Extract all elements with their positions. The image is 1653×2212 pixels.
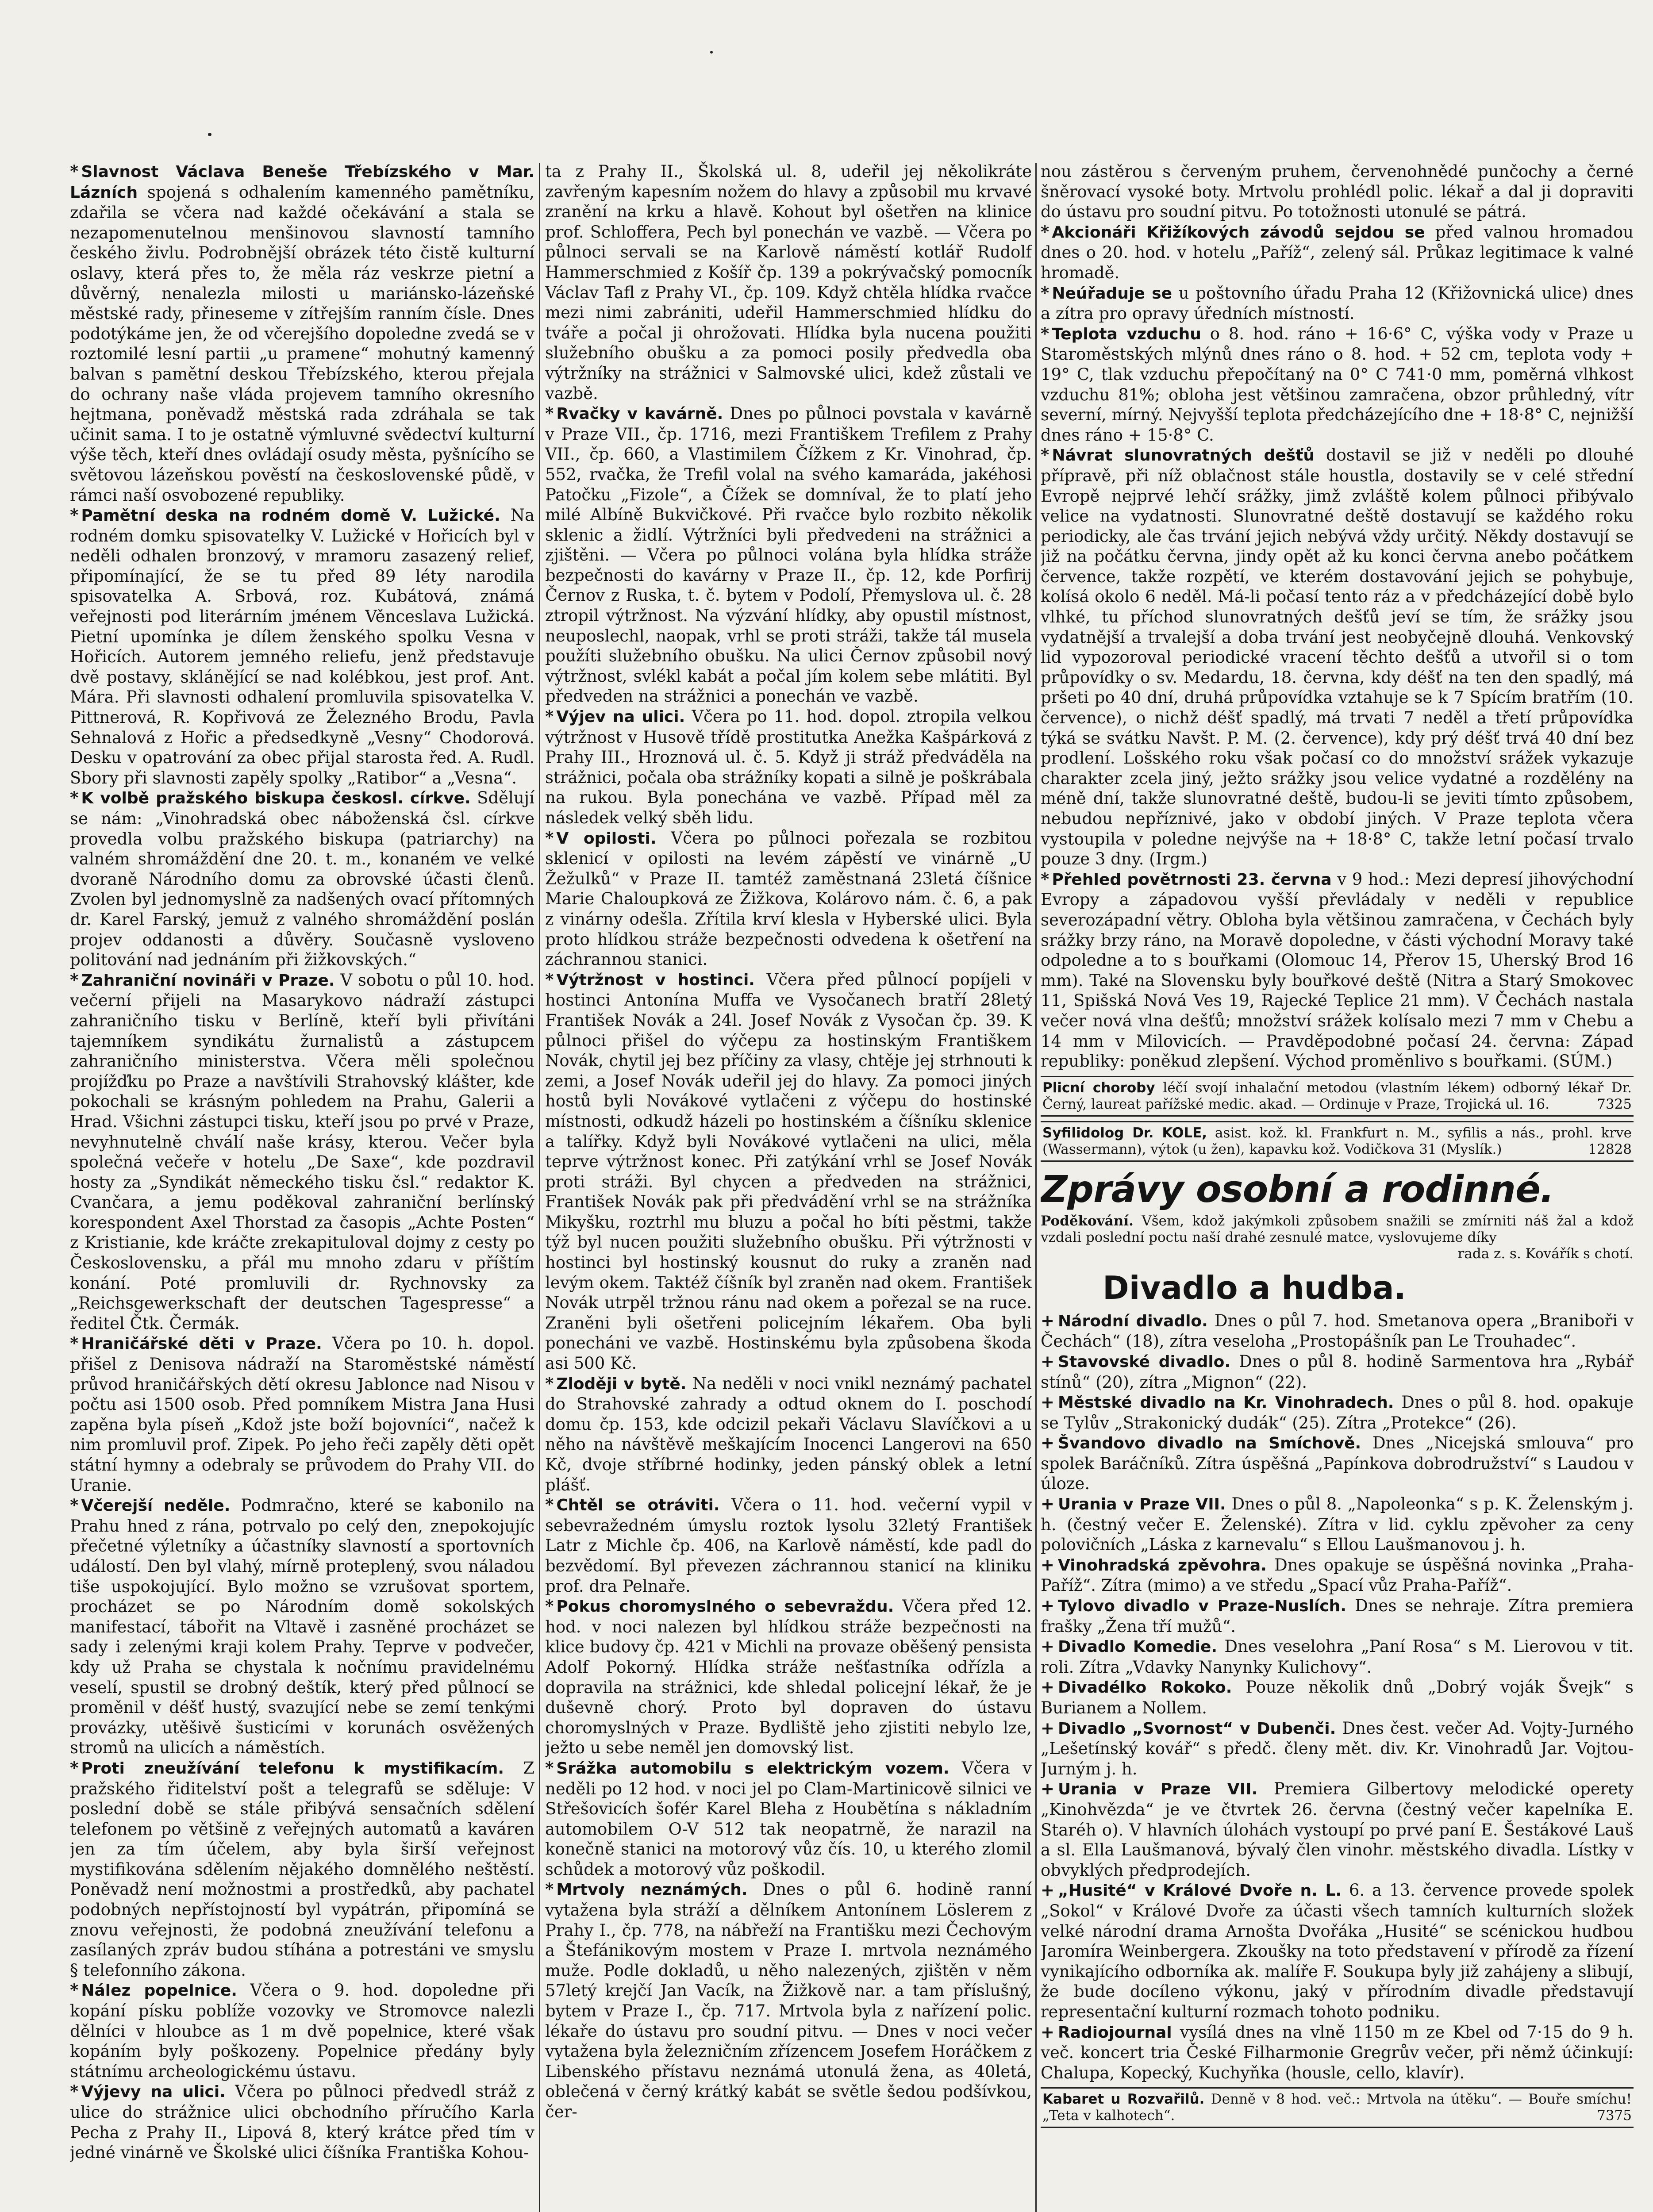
cross-icon: +: [1041, 1494, 1055, 1514]
news-item: [1041, 869, 1634, 1071]
news-item: [1041, 161, 1634, 222]
news-text: Včera o 9. hod. dopoledne při kopání písku poblíže vozovky ve Stromovce nalezli dělníci v hloubce as 1 m dvě popelnice, které však kopáním byly poškozeny. Popelnice předány byly státnímu archeologickému ústavu.: [70, 1981, 534, 2081]
advertisement-plicni-choroby: [1041, 1076, 1634, 1117]
bullet-star: *: [1041, 283, 1049, 303]
theatre-heading: Národní divadlo.: [1058, 1312, 1208, 1330]
news-text: Na rodném domku spisovatelky V. Lužické v Hořicích byl v neděli odhalen bronzový, v mramoru zasazený relief, připomínající, že se tu před 89 léty narodila spisovatelka A. Srbová, roz. Kubátová, známá veřejnosti pod literárním jménem Věnceslava Lužická. Pietní upomínka je dílem ženského spolku Vesna v Hořicích. Autorem jemného reliefu, jenž představuje dvě postavy, sklánějící se nad kolébkou, jest prof. Ant. Mára. Při slavnosti odhalení promluvila spisovatelka V. Pittnerová, R. Kopřivová ze Železného Brodu, Pavla Sehnalová z Hořic a předsedkyně „Vesny“ Chodorová. Desku v opatrování za obec přijal starosta řed. A. Rudl. Sbory při slavnosti zapěly spolky „Ratibor“ a „Vesna“.: [70, 506, 534, 787]
news-item: [545, 707, 1032, 828]
cross-icon: +: [1041, 1596, 1055, 1616]
theatre-heading: Divadlo „Svornost“ v Dubenči.: [1058, 1719, 1336, 1738]
theatre-text: Dnes opakuje se úspěšná novinka „Praha-Paříž“. Zítra (mimo) a ve středu „Spací vůz Praha-Paříž“.: [1041, 1555, 1634, 1595]
bullet-star: *: [1041, 869, 1049, 889]
news-text: Podmračno, které se kabonilo na Prahu hned z rána, potrvalo po celý den, znepokojujíc přečetné výletníky a účastníky slavností a sportovních událostí. Den byl vlahý, mírně proteplený, svou náladou tiše uspokojující. Bylo možno se vzrušovat sportem, procházet se po Národním domě sokolských manifestací, tábořit na Vltavě i zasněné procházet se sady i zelenými kraji kolem Prahy. Teprve v podvečer, kdy už Praha se chystala k nočnímu pravidelnému veselí, spustil se drobný deštík, který před půlnocí se proměnil v déšť hustý, svazující nebe se zemí tenkými provázky, utěšivě šusticími v korunách osvěžených stromů na ulicích a náměstích.: [70, 1496, 534, 1758]
theatre-text: Dnes čest. večer Ad. Vojty-Jurného „Lešetínský kovář“ s předč. členy mět. div. Kr. Vinohradů Jar. Vojtou-Jurným j. h.: [1041, 1718, 1634, 1778]
cross-icon: +: [1041, 1637, 1055, 1656]
notice-heading: Poděkování.: [1041, 1213, 1134, 1229]
notice-signature: rada z. s. Kovářík s chotí.: [1457, 1245, 1634, 1262]
bullet-star: *: [1041, 445, 1049, 465]
theatre-text: Dnes veselohra „Paní Rosa“ s M. Lierovou v tit. roli. Zítra „Vdavky Nanynky Kulichovy“.: [1041, 1637, 1634, 1677]
news-heading: Výjev na ulici.: [556, 708, 685, 726]
news-item: [70, 161, 534, 505]
bullet-star: *: [70, 788, 79, 808]
ad-text: asist. kož. kl. Frankfurt n. M., syfilis a nás., prohl. krve (Wassermann), výtok (u žen), kapavku kož. Vodičkova 31 (Myslík.): [1042, 1125, 1632, 1157]
theatre-heading: Urania v Praze VII.: [1058, 1495, 1226, 1514]
news-heading: Neúřaduje se: [1052, 284, 1172, 303]
column-rule: [539, 163, 540, 2212]
ad-number: 7325: [1597, 1096, 1632, 1112]
news-item: [1041, 222, 1634, 283]
theatre-text: Dnes se nehraje. Zítra premiera frašky „Žena tří mužů“.: [1041, 1596, 1634, 1636]
theatre-heading: Švandovo divadlo na Smíchově.: [1058, 1434, 1361, 1453]
news-text: V sobotu o půl 10. hod. večerní přijeli na Masarykovo nádraží zástupci zahraničního tisku v Berlíně, kteří byli přivítáni tajemníkem syndikátu žurnalistů a zástupcem zahraničního ministerstva. Včera měli společnou projížďku po Praze a navštívili Strahovský klášter, kde pokochali se krásným pohledem na Prahu, Galerii a Hrad. Všichni zástupci tisku, kteří jsou po prvé v Praze, nevyhnutelně chválí naše krásy, kterou. Večer byla společná večeře v hotelu „De Saxe“, kde pozdravil hosty za „Syndikát německého tisku čsl.“ redaktor K. Cvančara, a jemu poděkoval zahraniční berlínský korespondent Axel Thorstad za časopis „Achte Posten“ z Kristianie, kde kráčte zrekapituloval dojmy z cesty po Československu, a přál mu mnoho zdaru v příštím konání. Poté promluvili dr. Rychnovsky za „Reichsgewerkschaft der deutschen Tagespresse“ a ředitel Čtk. Čermák.: [70, 970, 534, 1333]
theatre-heading: „Husité“ v Králové Dvoře n. L.: [1058, 1882, 1342, 1900]
news-item: [1041, 445, 1634, 869]
theatre-text: vysílá dnes na vlně 1150 m ze Kbel od 7·15 do 9 h. več. koncert tria České Filharmonie Gregrův večer, při němž účinkují: Chalupa, Kopecký, Kuchyňka (housle, cello, klavír).: [1041, 2022, 1634, 2082]
cross-icon: +: [1041, 1352, 1055, 1371]
news-heading: Nález popelnice.: [81, 1982, 237, 2000]
cross-icon: +: [1041, 2022, 1055, 2042]
theatre-item: [1041, 1677, 1634, 1718]
bullet-star: *: [1041, 222, 1049, 242]
theatre-heading: Divadélko Rokoko.: [1058, 1678, 1232, 1697]
news-heading: Slavnost Václava Beneše Třebízského v Mar. Lázních: [70, 163, 534, 202]
column-2: [545, 161, 1032, 2212]
cross-icon: +: [1041, 1678, 1055, 1697]
news-text: Včera po půlnoci předvedl stráž z ulice do strážnice ulici obchodního příručího Karla Pecha z Prahy II., Lipová 8, který krátce před tím v jedné vinárně ve Školské ulici číšníka Františka Kohou-: [70, 2082, 534, 2162]
news-item: [545, 1879, 1032, 2122]
theatre-text: Dnes o půl 8. hodině Sarmentova hra „Rybář stínů“ (20), zítra „Mignon“ (22).: [1041, 1352, 1634, 1392]
news-heading: Včerejší neděle.: [81, 1497, 231, 1515]
bullet-star: *: [70, 505, 79, 525]
news-text: Včera po 11. hod. dopol. ztropila velkou výtržnost v Husově třídě prostitutka Anežka Kašpárková z Prahy III., Hroznová ul. č. 5. Když ji stráž předváděla na strážnici, počala oba strážníky kopati a silně je poškrábala na rukou. Byla ponechána ve vazbě. Případ měl za následek velký sběh lidu.: [545, 707, 1032, 827]
news-heading: Srážka automobilu s elektrickým vozem.: [556, 1759, 950, 1778]
theatre-item: [1041, 1779, 1634, 1880]
news-heading: Rvačky v kavárně.: [556, 405, 723, 423]
news-heading: Zahraniční novináři v Praze.: [81, 971, 335, 990]
theatre-list: [1041, 1311, 1634, 2083]
theatre-heading: Urania v Praze VII.: [1058, 1780, 1258, 1799]
news-heading: Zloději v bytě.: [556, 1375, 687, 1393]
bullet-star: *: [70, 2081, 79, 2101]
news-text: Dnes o půl 6. hodině ranní vytažena byla stráží a dělníkem Antonínem Löslerem z Prahy I., čp. 778, na nábřeží na Františku mezi Čechovým a Štefánikovým mostem v Praze I. mrtvola neznámého muže. Podle dokladů, u něho nalezených, zjištěn v něm 57letý krejčí Jan Vacík, na Žižkově nar. a tam příslušný, bytem v Praze I., čp. 717. Mrtvola byla z nařízení polic. lékaře do ústavu pro soudní pitvu. — Dnes v noci večer vytažena byla železničním zřízencem Josefem Horáčkem z Libenského přístavu neznámá utonulá žena, as 40letá, oblečená v černý krátký kabát se světle šedou podšívkou, čer-: [545, 1880, 1032, 2121]
bullet-star: *: [70, 970, 79, 990]
news-item: [70, 1495, 534, 1758]
ad-number: 7375: [1597, 2108, 1632, 2124]
theatre-item: [1041, 1636, 1634, 1677]
ad-text: Denně v 8 hod. več.: Mrtvola na útěku“. — Bouře smíchu! „Teta v kalhotech“.: [1042, 2091, 1632, 2124]
bullet-star: *: [545, 1596, 554, 1616]
news-text: Včera v neděli po 12 hod. v noci jel po Clam-Martinicově silnici ve Střešovicích šofér Karel Bleha z Houbětína s nákladním automobilem O-V 512 tak neopatrně, že narazil na konečně stanici na motorový vůz čís. 10, u kterého zlomil schůdek a motorový vůz poškodil.: [545, 1758, 1032, 1879]
news-text: v 9 hod.: Mezi depresí jihovýchodní Evropy a západovou vyšší převládaly v neděli v republice severozápadní větry. Obloha byla většinou zamračena, v Čechách byly srážky brzy ráno, na Moravě dopoledne, v části východní Moravy také odpoledne a to s bouřkami (Olomouc 14, Přerov 15, Uherský Brod 16 mm). Také na Slovensku byly bouřkové deště (Nitra a Starý Smokovec 11, Spišská Nová Ves 19, Rajecké Teplice 21 mm). V Čechách nastala večer nová vlna dešťů; množství srážek kolísalo mezi 7 mm v Chebu a 14 mm v Milovicích. — Pravděpodobné počasí 24. června: Západ republiky: poněkud zlepšení. Východ proměnlivo s bouřkami. (SÚM.): [1041, 869, 1634, 1071]
cross-icon: +: [1041, 1881, 1055, 1900]
section-title-theatre: Divadlo a hudba.: [1103, 1269, 1406, 1306]
news-heading: Proti zneužívání telefonu k mystifikacím.: [81, 1759, 504, 1778]
bullet-star: *: [70, 161, 79, 181]
news-items: [1041, 161, 1634, 1071]
news-item: [545, 1596, 1032, 1758]
theatre-text: Dnes o půl 7. hod. Smetanova opera „Braniboři v Čechách“ (18), zítra veseloha „Prostopášník pan Le Trouhadec“.: [1041, 1311, 1634, 1351]
news-item: [70, 1758, 534, 1981]
ad-heading: Syfilidolog Dr. KOLE,: [1042, 1125, 1207, 1141]
news-heading: Pamětní deska na rodném domě V. Lužické.: [81, 507, 500, 525]
theatre-item: [1041, 1311, 1634, 1352]
theatre-item: [1041, 1718, 1634, 1779]
cross-icon: +: [1041, 1433, 1055, 1453]
bullet-star: *: [545, 403, 554, 423]
theatre-heading: Divadlo Komedie.: [1058, 1638, 1218, 1656]
news-text: Z pražského řiditelství pošt a telegrafů se sděluje: V poslední době se stále přibývá sensačních sdělení telefonem po většině z veřejných automatů a kaváren jen za tím účelem, aby byla širší veřejnost mystifikována sdělením nějakého domnělého neštěstí. Poněvadž není možnostmi a prostředků, aby pachatel podobných nepřístojností byl vypátrán, připomíná se znovu veřejnosti, že podobná zneužívání telefonu a zasílaných zpráv budou stíhána a potrestáni ve smyslu § telefonního zákona.: [70, 1758, 534, 1980]
news-item: [1041, 283, 1634, 324]
theatre-heading: Stavovské divadlo.: [1058, 1352, 1231, 1371]
news-heading: K volbě pražského biskupa českosl. církve.: [81, 789, 471, 808]
news-item: [70, 505, 534, 788]
cross-icon: +: [1041, 1555, 1055, 1575]
bullet-star: *: [545, 969, 554, 989]
theatre-item: [1041, 1596, 1634, 1636]
news-heading: V opilosti.: [556, 829, 657, 848]
theatre-text: Dnes o půl 8. „Napoleonka“ s p. K. Želenským j. h. (čestný večer E. Želenské). Zítra v lid. cyklu zpěvoher za ceny polovičních „Láska z karnevalu“ s Ellou Laušmanovou j. h.: [1041, 1494, 1634, 1555]
news-text: před valnou hromadou dnes o 20. hod. v hotelu „Paříž“, zelený sál. Průkaz legitimace k valné hromadě.: [1041, 222, 1634, 282]
news-item: [545, 1495, 1032, 1596]
bullet-star: *: [70, 1980, 79, 2000]
news-text: dostavil se již v neděli po dlouhé přípravě, při níž oblačnost stále houstla, dostavily se v celé střední Evropě nejprvé lehčí srážky, jimž zvláště kolem půlnoci přibývalo velice na vydatnosti. Slunovratné deště dostavují se každého roku periodicky, ale čas trvání jejich nebývá vždy určitý. Někdy dostavují se již na počátku června, jindy opět až ku konci června anebo počátkem července, takže rozpětí, ve kterém dostavování jejich se pohybuje, kolísá okolo 6 neděl. Má-li počasí tento ráz a v předcházející době bylo vlhké, tu příchod slunovratných dešťů jeví se tím, že srážky jsou vydatnější a trvalejší a doba trvání jest neobyčejně dlouhá. Venkovský lid vypozoroval periodické vracení těchto dešťů a utvořil si o tom průpovídky o sv. Medardu, 18. června, kdy déšť na ten den spadlý, má pršeti po 40 dní, druhá průpovídka vztahuje se k 7 Spícím bratřím (10. července), o nichž déšť spadlý, má trvati 7 neděl a třetí průpovídka týká se svátku Navšt. P. M. (2. července), kdy prý déšť trvá 40 dní bez prodlení. Lošského roku však počasí co do množství srážek vykazuje charakter zcela jiný, ježto srážky jsou velice vydatné a rozdělény na méně dní, takže slunovratné deště, budou-li se jeviti tímto způsobem, nebudou nepříznivé, jako v období jiných. V Praze teplota včera vystoupila v poledne nejvýše na + 18·8° C, takže letní počasí trvalo pouze 3 dny. (Irgm.): [1041, 445, 1634, 869]
scan-speck: [208, 133, 211, 136]
ad-heading: Plicní choroby: [1042, 1079, 1155, 1096]
news-item: [70, 1980, 534, 2081]
news-heading: Návrat slunovratných dešťů: [1052, 446, 1315, 465]
news-item: [545, 161, 1032, 403]
news-text: o 8. hod. ráno + 16·6° C, výška vody v Praze u Staroměstských mlýnů dnes ráno o 8. hod. + 52 cm, teplota vody + 19° C, tlak vzduchu přepočítaný na 0° C 741·0 mm, poměrná vlhkost vzduchu 81%; obloha jest většinou zamračena, obzor průhledný, vítr severní, mírný. Nejvyšší teplota předcházejícího dne + 18·8° C, nejnižší dnes ráno + 15·8° C.: [1041, 324, 1634, 445]
ad-text: léčí svojí inhalační metodou (vlastním lékem) odborný lékař Dr. Černý, laureat pařížské medic. akad. — Ordinuje v Praze, Trojická ul. 16.: [1042, 1079, 1632, 1112]
news-heading: Výtržnost v hostinci.: [556, 971, 755, 989]
news-text: Včera před 12. hod. v noci nalezen byl hlídkou stráže bezpečnosti na klice budovy čp. 421 v Michli na provaze oběšený pensista Adolf Pokorný. Hlídka stráže nešťastníka odřízla a dopravila na strážnici, kde shledal policejní lékař, že je duševně chorý. Proto byl dopraven do ústavu choromyslných v Praze. Bydliště jeho zjistiti nebylo lze, ježto u sebe neměl jen domovský list.: [545, 1597, 1032, 1758]
theatre-item: [1041, 1433, 1634, 1494]
news-text: u poštovního úřadu Praha 12 (Křižovnická ulice) dnes a zítra pro opravy úředních místností.: [1041, 283, 1634, 323]
bullet-star: *: [545, 1373, 554, 1393]
news-heading: Mrtvoly neznámých.: [556, 1881, 748, 1899]
theatre-text: 6. a 13. července provede spolek „Sokol“ v Králové Dvoře za účasti všech tamních kulturních složek velké národní drama Arnošta Dvořáka „Husité“ se scénickou hudbou Jaromíra Weinbergera. Zkoušky na toto představení v přírodě za řízení vynikajícího odborníka ak. malíře F. Soukupa byly již zahájeny a slibují, že bude docíleno výkonu, jaký v přírodním divadle představují representační kulturní rozmach tohoto podniku.: [1041, 1881, 1634, 2021]
notice-text: Všem, kdož jakýmkoli způsobem snažili se zmírniti náš žal a kdož vzdali poslední poctu naší drahé zesnulé matce, vyslovujeme díky: [1041, 1213, 1634, 1245]
bullet-star: *: [545, 1758, 554, 1778]
news-heading: Pokus choromyslného o sebevraždu.: [556, 1598, 894, 1616]
theatre-text: Dnes o půl 8. hod. opakuje se Tylův „Strakonický dudák“ (25). Zítra „Protekce“ (26).: [1041, 1393, 1634, 1432]
news-item: [545, 403, 1032, 707]
theatre-item: [1041, 1555, 1634, 1596]
theatre-text: Pouze několik dnů „Dobrý voják Švejk“ s Burianem a Nollem.: [1041, 1678, 1634, 1717]
cross-icon: +: [1041, 1393, 1055, 1412]
news-text: Dnes po půlnoci povstala v kavárně v Praze VII., čp. 1716, mezi Františkem Trefilem z Prahy VII., čp. 660, a Vlastimilem Čížkem z Kr. Vinohrad, čp. 552, rvačka, že Trefil volal na svého kamaráda, jakéhosi Patočku „Fizole“, a Čížek se domníval, že to platí jeho milé Albíně Bukvičkové. Při rvačce bylo rozbito několik sklenic a židlí. Výtržníci byli předvedeni na strážnici a zjištěni. — Včera po půlnoci volána byla hlídka stráže bezpečnosti do kavárny v Praze II., čp. 12, kde Porfirij Černov z Ruska, t. č. bytem v Podolí, Přemyslova ul. č. 28 ztropil výtržnost. Na výzvání hlídky, aby opustil místnost, neuposlechl, naopak, vrhl se proti stráži, takže tál musela použíti služebního obušku. Na ulici Černov způsobil nový výtržnost, svlékl kabát a počal jím kolem sebe mlátiti. Byl předveden na strážnici a ponechán ve vazbě.: [545, 404, 1032, 706]
news-item: [545, 970, 1032, 1374]
news-item: [70, 1333, 534, 1495]
news-text: Včera před půlnocí popíjeli v hostinci Antonína Muffa ve Vysočanech bratří 28letý František Novák a 24l. Josef Novák z Vysočan čp. 39. K půlnoci přišel do výčepu za hostinským Františkem Novák, chytil jej bez příčiny za vlasy, chtěje jej strhnouti k zemi, a Josef Novák udeřil jej do hlavy. Za pomoci jiných hostů byli Novákové vytlačeni z výčepu do hostinské místnosti, odkudž házeli po hostinském a číšníku sklenice a talířky. Když byli Novákové vytlačeni na ulici, měla teprve výtržnost konec. Při zatýkání vrhl se Josef Novák proti stráži. Byl chycen a předveden na strážnici, František Novák pak při předvádění vrhl se na strážníka Mikyšku, roztrhl mu bluzu a počal ho bíti pěstmi, takže týž byl nucen použiti služebního obušku. Při výtržnosti v hostinci byl hostinský kousnut do ruky a zraněn nad levým okem. Taktéž číšník byl zraněn nad okem. František Novák utrpěl tržnou ránu nad okem a pořezal se na ruce. Zraněni byli ošetřeni policejním lékařem. Oba byli ponecháni ve vazbě. Hostinskému byla způsobena škoda asi 500 Kč.: [545, 970, 1032, 1373]
personal-notice: [1041, 1213, 1634, 1262]
bullet-star: *: [545, 707, 554, 726]
advertisement-syfilidolog: [1041, 1121, 1634, 1162]
theatre-item: [1041, 1392, 1634, 1433]
theatre-item: [1041, 1494, 1634, 1555]
news-heading: Hraničářské děti v Praze.: [81, 1335, 322, 1353]
bullet-star: *: [545, 1495, 554, 1515]
bullet-star: *: [70, 1333, 79, 1353]
news-item: [545, 1758, 1032, 1880]
news-heading: Přehled povětrnosti 23. června: [1052, 870, 1332, 889]
news-text: Včera po 10. h. dopol. přišel z Denisova nádraží na Staroměstské náměstí průvod hraničářských dětí okresu Jablonce nad Nisou v počtu asi 1500 osob. Před pomníkem Mistra Jana Husi zapěna byla píseň „Kdož jste boží bojovníci“, načež k nim promluvil prof. Zipek. Po jeho řeči zapěly děti opět státní hymny a odebraly se průvodem do Prahy VII. do Uranie.: [70, 1334, 534, 1495]
news-heading: Akcionáři Křižíkových závodů sejdou se: [1052, 223, 1425, 242]
theatre-heading: Radiojournal: [1058, 2023, 1172, 2042]
news-text: Včera o 11. hod. večerní vypil v sebevražedném úmyslu roztok lysolu 32letý František Latr z Michle čp. 406, na Karlově náměstí, kde padl do bezvědomí. Byl převezen záchrannou stanicí na kliniku prof. dra Pelnaře.: [545, 1495, 1032, 1596]
ad-heading: Kabaret u Rozvařilů.: [1042, 2091, 1205, 2108]
news-text: spojená s odhalením kamenného pamětníku, zdařila se včera nad každé očekávání a stala se nezapomenutelnou menšinovou slavností tamního českého živlu. Podrobnější obrázek této čistě kulturní oslavy, která přes to, že měla ráz veskrze pietní a důvěrný, nenalezla milosti u mariánsko-lázeňské městské rady, přineseme v zítřejším ranním čísle. Dnes podotýkáme jen, že od včerejšího dopoledne zvedá se v roztomilé lesní partii „u pramene“ mohutný kamenný balvan s pamětní deskou Třebízského, kterou přejala do ochrany naše vláda projevem tamního okresního hejtmana, poněvadž městská rada zdráhala se tak učinit sama. I to je ostatně výmluvné svědectví kulturní výše těch, kteří dnes ovládají osudy města, pyšnícího se světovou lázeňskou pověstí na československé půdě, v rámci naší osvobozené republiky.: [70, 182, 534, 505]
bullet-star: *: [1041, 323, 1049, 343]
bullet-star: *: [545, 1879, 554, 1899]
news-item: [545, 828, 1032, 970]
theatre-heading: Tylovo divadlo v Praze-Nuslích.: [1058, 1597, 1346, 1616]
theatre-text: Dnes „Nicejská smlouva“ pro spolek Baráčníků. Zítra úspěšná „Papínkova dobrodružství“ s Laudou v úloze.: [1041, 1433, 1634, 1494]
theatre-heading: Městské divadlo na Kr. Vinohradech.: [1058, 1394, 1394, 1412]
news-text: Včera po půlnoci pořezala se rozbitou sklenicí v opilosti na levém zápěstí ve vinárně „U Žežulků“ v Praze II. tamtéž zaměstnaná 23letá číšnice Marie Chaloupková ze Žižkova, Kolárovo nám. č. 6, a pak z vinárny odešla. Zřítila krví klesla v Hyberské ulici. Byla proto hlídkou stráže bezpečnosti odvedena k ošetření na záchrannou stanici.: [545, 828, 1032, 969]
column-3: [1041, 161, 1634, 2212]
theatre-item: [1041, 2022, 1634, 2083]
advertisement-kabaret: [1041, 2087, 1634, 2128]
news-item: [70, 788, 534, 970]
scan-speck: [710, 51, 713, 54]
news-item: [70, 2081, 534, 2162]
bullet-star: *: [70, 1495, 79, 1515]
theatre-item: [1041, 1352, 1634, 1392]
theatre-heading: Vinohradská zpěvohra.: [1058, 1556, 1267, 1575]
cross-icon: +: [1041, 1718, 1055, 1738]
news-item: [545, 1374, 1032, 1495]
news-heading: Teplota vzduchu: [1052, 325, 1201, 343]
news-text: nou zástěrou s červeným pruhem, červenohnědé punčochy a černé šněrovací vysoké boty. Mrtvolu prohlédl polic. lékař a dal ji dopraviti do ústavu pro soudní pitvu. Po totožnosti utonulé se pátrá.: [1041, 162, 1634, 222]
news-text: Na neděli v noci vnikl neznámý pachatel do Strahovské zahrady a odtud oknem do I. poschodí domu čp. 153, kde odcizil pekaři Václavu Slavíčkovi a u něho na návštěvě meškajícím Inocenci Langerovi na 650 Kč, dvoje stříbrné hodinky, jeden pánský oblek a letní plášť.: [545, 1374, 1032, 1494]
theatre-item: [1041, 1880, 1634, 2022]
cross-icon: +: [1041, 1311, 1055, 1330]
column-rule: [1035, 163, 1037, 2212]
cross-icon: +: [1041, 1779, 1055, 1799]
section-title-personal: Zprávy osobní a rodinné.: [1041, 1167, 1554, 1211]
bullet-star: *: [545, 828, 554, 848]
news-text: Sdělují se nám: „Vinohradská obec náboženská čsl. církve provedla volbu pražského biskupa (patriarchy) na valném shromáždění dne 20. t. m., konaném ve velké dvoraně Národního domu za obrovské účasti členů. Zvolen byl jednomyslně za nadšených ovací přítomných dr. Karel Farský, jemuž z valného shromáždění poslán projev oddanosti a důvěry. Současně vysloveno politování nad jednáním při žižkovských.“: [70, 788, 534, 970]
theatre-text: Premiera Gilbertovy melodické operety „Kinohvězda“ je ve čtvrtek 26. června (čestný večer kapelníka E. Staréh o). V hlavních úlohách vystoupí po prvé paní E. Šestákové Lauš a sl. Ella Laušmanová, bývalý člen vinohr. městského divadla. Lístky v obvyklých předprodejích.: [1041, 1779, 1634, 1880]
news-item: [1041, 324, 1634, 445]
news-text: ta z Prahy II., Školská ul. 8, udeřil jej několikráte zavřeným kapesním nožem do hlavy a způsobil mu krvavé zranění na krku a hlavě. Kohout byl ošetřen na klinice prof. Schloffera, Pech byl ponechán ve vazbě. — Včera po půlnoci servali se na Karlově náměstí kotlář Rudolf Hammerschmied z Košíř čp. 139 a pokrývačský pomocník Václav Tafl z Prahy VI., čp. 109. Když chtěla hlídka rvačce mezi nimi zabrániti, udeřil Hammerschmied hlídku do tváře a počal ji ohrožovati. Hlídka byla nucena použiti služebního obušku a za pomoci posily předvedla oba výtržníky na strážnici v Salmovské ulici, kdež zůstali ve vazbě.: [545, 162, 1032, 403]
news-item: [70, 970, 534, 1334]
news-heading: Chtěl se otráviti.: [556, 1496, 720, 1515]
bullet-star: *: [70, 1758, 79, 1778]
column-1: [70, 161, 534, 2212]
ad-number: 12828: [1588, 1141, 1632, 1157]
news-heading: Výjevy na ulici.: [81, 2083, 226, 2101]
